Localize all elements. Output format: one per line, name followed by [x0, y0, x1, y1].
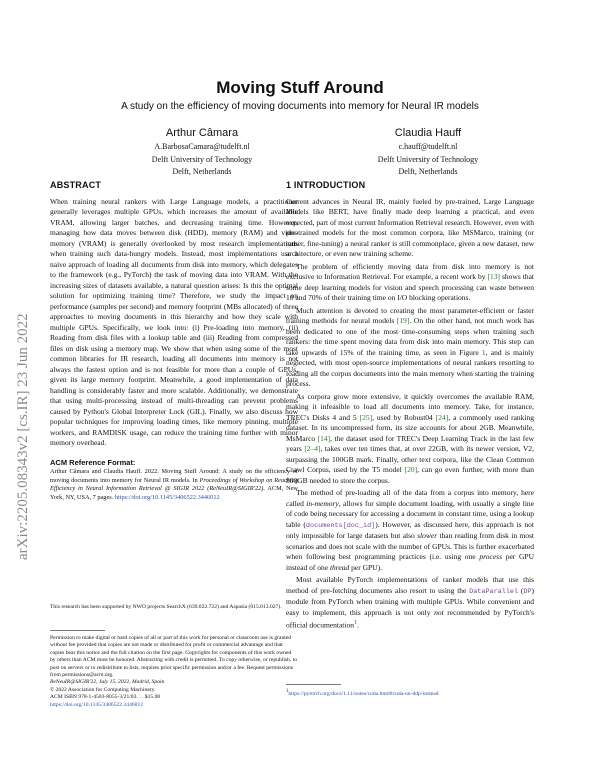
copyright-line: © 2022 Association for Computing Machinery. [50, 686, 156, 693]
citation-link[interactable]: [20] [404, 465, 418, 474]
author-block [318, 126, 538, 179]
intro-paragraph: Current advances in Neural IR, mainly fueled by pre-trained, Large Language Models like BERT, have finally made deep learning a practical, and even expected, part of most current Information Retrieval research. However, even with pre-trained models for the most common corpora, like MSMarco, training (or rather, fine-tuning) a neural ranker is still commonplace, given a new dataset, new architecture, or even new training scheme. [286, 196, 534, 258]
intro-paragraph: Most available PyTorch implementations of ranker models that use this method of pre-fetching documents also resort to using the DataParallel (DP) module from PyTorch when training with multiple GPUs. While convenient and easy to implement, this approach is not only not recommended by PyTorch's official documentation$^1$. [286, 575, 535, 630]
citation-link[interactable]: [19] [396, 316, 410, 325]
right-column [286, 180, 534, 633]
footnote-marker[interactable]: 1 [353, 619, 358, 626]
abstract-heading: ABSTRACT [50, 180, 102, 190]
paper-title: Moving Stuff Around [216, 78, 384, 97]
citation-link[interactable]: [13] [487, 272, 501, 281]
code-snippet: DP [523, 587, 532, 596]
code-snippet: DataParallel [469, 587, 519, 596]
code-snippet: documents[doc_id] [305, 521, 376, 530]
author-email[interactable]: A.BarbosaCamara@tudelft.nl [154, 142, 250, 151]
footnote-url[interactable]: https://pytorch.org/docs/1.11/notes/cuda.html#cuda-nn-ddp-instead [288, 690, 439, 697]
figure-link[interactable]: 1 [481, 347, 486, 357]
left-column [50, 180, 298, 504]
intro-paragraph: As corpora grow more extensive, it quickly overcomes the available RAM, making it infeasible to load all documents into memory. Take, for instance, TREC's Disks 4 and 5 [25], used by Robust04 [24], a commonly used ranking dataset. In its uncompressed form, its size accounts for about 2GB. Meanwhile, MsMarco [14], the dataset used for TREC's Deep Learning Track in the last few years [2–4], takes over ten times that, at over 22GB, with its newer version, V2, surpassing the 100GB mark. Finally, other text corpora, like the Clean Common Crawl Corpus, used by the T5 model [20], can go even further, with more than 800GB needed to store the corpus. [286, 391, 535, 485]
author-block [92, 126, 312, 179]
author-location: Delft, Netherlands [172, 167, 232, 176]
acm-reference-heading: ACM Reference Format: [50, 457, 136, 467]
author-affiliation: Delft University of Technology [377, 154, 479, 164]
citation-link[interactable]: [25] [359, 412, 373, 422]
permission-block [50, 635, 298, 709]
arxiv-id: arXiv:2205.08343v2 [cs.IR] 23 Jun 2022 [15, 313, 31, 560]
author-name: Arthur Câmara [165, 127, 239, 139]
footnote-divider-right [286, 684, 341, 685]
intro-paragraph: Much attention is devoted to creating the most parameter-efficient or faster training methods for neural models [19]. On the other hand, not much work has been dedicated to one of the most time-consuming steps when training such rankers: the time spent moving data from disk into main memory. This step can take upwards of 15% of the training time, as seen in Figure 1, and is mainly neglected, with most open-source implementations of neural rankers resorting to loading all the corpus documents into the main memory when starting the training process. [286, 305, 534, 388]
citation-link[interactable]: [2–4] [304, 444, 321, 453]
funding-note: This research has been supported by NWO projects SearchX (639.022.722) and Aspasia (015.013.027). [50, 604, 282, 610]
citation-link[interactable]: [24] [435, 412, 449, 422]
abstract-text: When training neural rankers with Large Language models, a practitioner generally leverages multiple GPUs, which increases the amount of available VRAM, allowing larger batches, and decreasing training time. However, managing how data moves between disk (HDD), memory (RAM) and video memory (VRAM) is generally overlooked by most research implementations when training such data-hungry models. Instead, most implementations use a naive approach of loading all documents from disk into memory, which delegates to the framework (e.g., PyTorch) the task of moving data into VRAM. With the increasing sizes of datasets available, a natural question arises: Is this the optimal solution for optimizing training time? Therefore, we study the impact on performance (samples per second) and memory footprint (MBs allocated) of three approaches to moving documents in this hierarchy and how they scale with multiple GPUs. Specifically, we look into: (i) Pre-loading into memory, (ii) Reading from disk files with a lookup table and (iii) Reading from compressed files on disk using a memory map. We show that when using some of the most common libraries for IR research, loading all documents into memory is not always the fastest option and is not feasible for more than a couple of GPUs, given its large memory footprint. Meanwhile, a good implementation of data handling is considerably faster and more scalable. Additionally, we demonstrate that using multi-processing instead of multi-threading can prevent problems caused by Python's Global Interpreter Lock (GIL). Finally, we also discuss how popular techniques for improving loading times, like memory pinning, multiple workers, and RAMDISK usage, can reduce the training time further with minor memory overhead. [50, 196, 298, 447]
author-email[interactable]: c.hauff@tudelft.nl [398, 142, 458, 151]
footnote [286, 688, 534, 698]
intro-paragraph: The method of pre-loading all of the data from a corpus into memory, here called in-memory, allows for simple document loading, with usually a single line of code being necessary for accessing a document in constant time, using a lookup table (documents[doc_id]). However, as discussed here, this approach is not only impossible for large datasets but also slower than reading from disk in most scenarios and does not scale with the number of GPUs. This is further exacerbated when following best programming practices (i.e. using one process per GPU instead of one thread per GPU). [286, 488, 534, 572]
acm-reference-text [50, 468, 298, 502]
citation-link[interactable]: [14] [317, 433, 331, 443]
author-location: Delft, Netherlands [398, 167, 458, 176]
acm-reference-pre: Arthur Câmara and Claudia Hauff. 2022. Moving Stuff Around: A study on the efficiency of moving documents into memory for Neural IR models. In [50, 468, 298, 484]
paper-subtitle: A study on the efficiency of moving documents into memory for Neural IR models [121, 101, 479, 112]
acm-reference-post: ACM, New York, NY, USA, 7 pages. [50, 485, 298, 501]
author-affiliation: Delft University of Technology [151, 154, 253, 164]
conference-line: ReNeuIR@SIGIR'22, July 15, 2022, Madrid, Spain [50, 679, 165, 686]
doi-link[interactable]: https://doi.org/10.1145/3406522.3446012 [114, 493, 220, 501]
intro-paragraph: The problem of efficiently moving data from disk into memory is not exclusive to Information Retrieval. For example, a recent work by [13] shows that some deep learning models for vision and speech processing can waste between 10 and 70% of their training time on I/O blocking operations. [286, 261, 534, 302]
permission-text: Permission to make digital or hard copies of all or part of this work for personal or classroom use is granted without fee provided that copies are not made or distributed for profit or commercial advantage and that copies bear this notice and the full citation on the first page. Copyrights for components of this work owned by others than ACM must be honored. Abstracting with credit is permitted. To copy otherwise, or republish, to post on servers or to redistribute to lists, requires prior specific permission and/or a fee. Request permissions from permissions@acm.org. [50, 635, 297, 679]
author-name: Claudia Hauff [394, 127, 462, 139]
acm-reference-proceedings: Proceedings of Workshop on Reaching Efficiency in Neural Information Retrieval @ SIGIR 2022 (ReNeuIR@SIGIR'22). [50, 476, 298, 493]
doi-link-footer[interactable]: https://doi.org/10.1145/3406522.3446012 [50, 701, 144, 708]
intro-heading: 1 INTRODUCTION [286, 180, 366, 190]
isbn-line: ACM ISBN 978-1-4503-8055-3/21/03. . . $15.00 [50, 694, 161, 701]
footnote-divider [50, 630, 105, 631]
arxiv-stamp [9, 230, 35, 560]
footnote-number: 1 [286, 689, 289, 694]
